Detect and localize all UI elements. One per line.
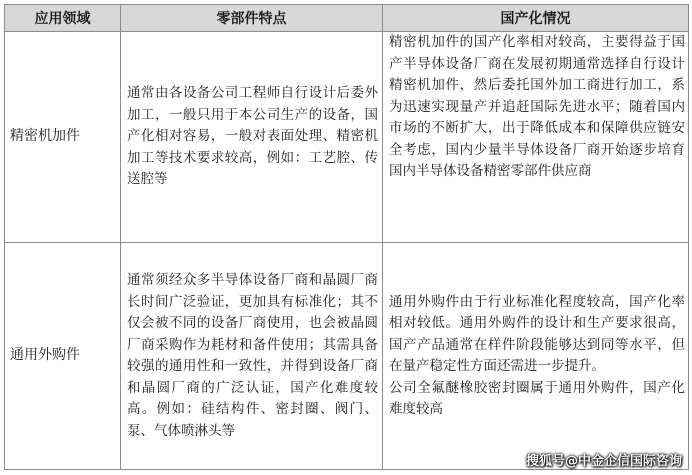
status-paragraph: 公司全氟醚橡胶密封圈属于通用外购件，国产化难度较高 — [389, 379, 685, 417]
header-component-features: 零部件特点 — [121, 5, 383, 32]
comparison-table — [4, 4, 689, 470]
cell-status — [383, 32, 689, 243]
cell-area: 精密机加件 — [5, 32, 121, 243]
cell-area: 通用外购件 — [5, 243, 121, 470]
cell-status — [383, 243, 689, 470]
status-paragraph: 精密机加件的国产化率相对较高，主要得益于国产半导体设备厂商在发展初期通常选择自行设计精密机加件，然后委托国外加工商进行加工，系为迅速实现量产并追赶国际先进水平；随着国内市场的不断扩大，出于降低成本和保障供应链安全考虑，国内少量半导体设备厂商开始逐步培育国内半导体设备精密零部件供应商 — [389, 34, 685, 179]
cell-features: 通常须经众多半导体设备厂商和晶圆厂商长时间广泛验证，更加具有标准化；其不仅会被不同的设备厂商使用，也会被晶圆厂商采购作为耗材和备件使用；其需具备较强的通用性和一致性，并得到设备厂商和晶圆厂商的广泛认证，国产化难度较高。例如：硅结构件、密封圈、阀门、泵、气体喷淋头等 — [121, 243, 383, 470]
table-row — [5, 243, 689, 470]
cell-features: 通常由各设备公司工程师自行设计后委外加工，一般只用于本公司生产的设备，国产化相对容易，一般对表面处理、精密机加工等技术要求较高，例如：工艺腔、传送腔等 — [121, 32, 383, 243]
status-paragraph: 通用外购件由于行业标准化程度较高，国产化率相对较低。通用外购件的设计和生产要求很高，国产产品通常在样件阶段能够达到同等水平，但在量产稳定性方面还需进一步提升。 — [389, 293, 685, 374]
table-row — [5, 32, 689, 243]
watermark-text: 搜狐号@中金企信国际咨询 — [525, 454, 682, 469]
header-localization-status: 国产化情况 — [383, 5, 689, 32]
table-header-row — [5, 5, 689, 32]
header-application-area: 应用领域 — [5, 5, 121, 32]
